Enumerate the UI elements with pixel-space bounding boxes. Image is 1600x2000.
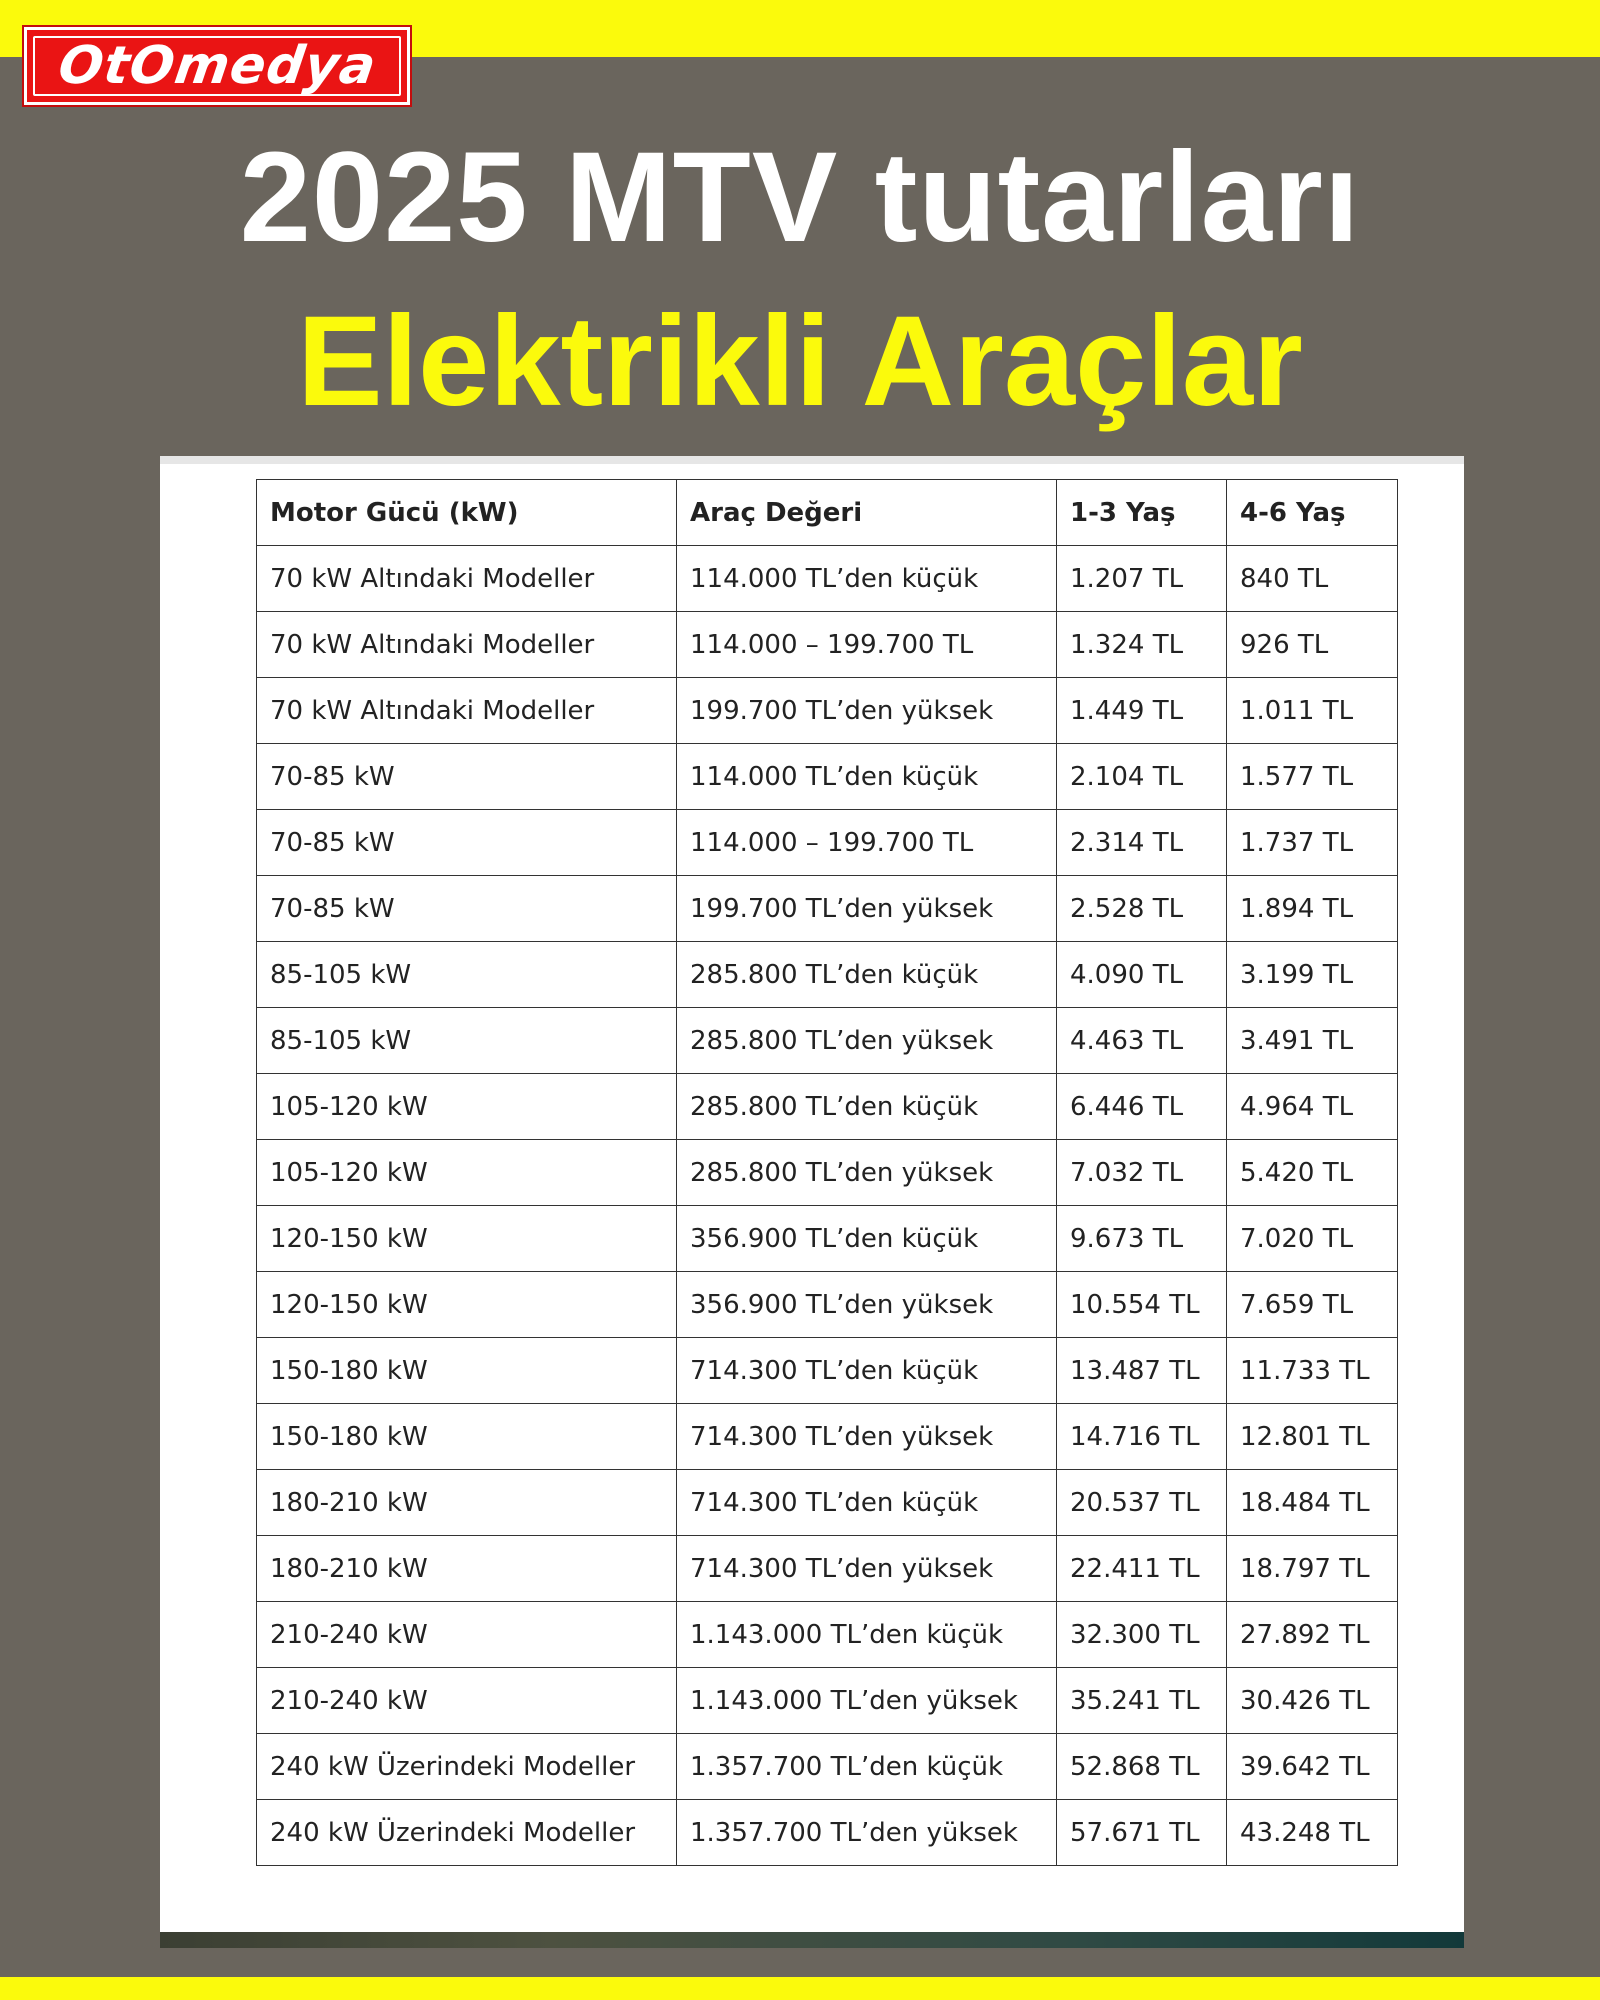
cell-4-6-yas: 39.642 TL <box>1227 1734 1398 1800</box>
cell-1-3-yas: 57.671 TL <box>1057 1800 1227 1866</box>
cell-arac-degeri: 285.800 TL’den küçük <box>677 942 1057 1008</box>
column-header-4-6-yas: 4-6 Yaş <box>1227 480 1398 546</box>
column-header-arac-degeri: Araç Değeri <box>677 480 1057 546</box>
cell-4-6-yas: 840 TL <box>1227 546 1398 612</box>
cell-motor-gucu: 85-105 kW <box>257 942 677 1008</box>
table-row <box>257 876 1398 942</box>
table-row <box>257 1008 1398 1074</box>
cell-1-3-yas: 1.207 TL <box>1057 546 1227 612</box>
cell-1-3-yas: 14.716 TL <box>1057 1404 1227 1470</box>
cell-motor-gucu: 150-180 kW <box>257 1338 677 1404</box>
cell-motor-gucu: 180-210 kW <box>257 1470 677 1536</box>
cell-1-3-yas: 52.868 TL <box>1057 1734 1227 1800</box>
cell-1-3-yas: 20.537 TL <box>1057 1470 1227 1536</box>
cell-motor-gucu: 70-85 kW <box>257 744 677 810</box>
column-header-1-3-yas: 1-3 Yaş <box>1057 480 1227 546</box>
cell-arac-degeri: 1.143.000 TL’den yüksek <box>677 1668 1057 1734</box>
table-row <box>257 1668 1398 1734</box>
panel-footer-strip <box>160 1932 1464 1948</box>
table-row <box>257 678 1398 744</box>
table-row <box>257 1536 1398 1602</box>
cell-motor-gucu: 150-180 kW <box>257 1404 677 1470</box>
cell-4-6-yas: 11.733 TL <box>1227 1338 1398 1404</box>
logo-text: OtOmedya <box>54 36 380 96</box>
cell-1-3-yas: 2.528 TL <box>1057 876 1227 942</box>
cell-arac-degeri: 356.900 TL’den yüksek <box>677 1272 1057 1338</box>
cell-4-6-yas: 1.011 TL <box>1227 678 1398 744</box>
table-row <box>257 810 1398 876</box>
cell-4-6-yas: 30.426 TL <box>1227 1668 1398 1734</box>
cell-arac-degeri: 714.300 TL’den küçük <box>677 1338 1057 1404</box>
cell-arac-degeri: 199.700 TL’den yüksek <box>677 876 1057 942</box>
page-title: 2025 MTV tutarları <box>239 126 1361 269</box>
cell-1-3-yas: 1.449 TL <box>1057 678 1227 744</box>
cell-4-6-yas: 3.491 TL <box>1227 1008 1398 1074</box>
cell-4-6-yas: 5.420 TL <box>1227 1140 1398 1206</box>
table-header-row <box>257 480 1398 546</box>
bottom-yellow-bar <box>0 1977 1600 2000</box>
table-row <box>257 744 1398 810</box>
cell-1-3-yas: 4.090 TL <box>1057 942 1227 1008</box>
cell-1-3-yas: 10.554 TL <box>1057 1272 1227 1338</box>
cell-1-3-yas: 22.411 TL <box>1057 1536 1227 1602</box>
table-row <box>257 1074 1398 1140</box>
cell-4-6-yas: 43.248 TL <box>1227 1800 1398 1866</box>
table-row <box>257 1206 1398 1272</box>
cell-arac-degeri: 285.800 TL’den yüksek <box>677 1140 1057 1206</box>
cell-1-3-yas: 4.463 TL <box>1057 1008 1227 1074</box>
cell-arac-degeri: 285.800 TL’den küçük <box>677 1074 1057 1140</box>
cell-arac-degeri: 714.300 TL’den yüksek <box>677 1404 1057 1470</box>
cell-arac-degeri: 114.000 – 199.700 TL <box>677 612 1057 678</box>
cell-4-6-yas: 1.737 TL <box>1227 810 1398 876</box>
cell-1-3-yas: 7.032 TL <box>1057 1140 1227 1206</box>
cell-1-3-yas: 2.104 TL <box>1057 744 1227 810</box>
cell-motor-gucu: 120-150 kW <box>257 1206 677 1272</box>
table-row <box>257 546 1398 612</box>
cell-arac-degeri: 285.800 TL’den yüksek <box>677 1008 1057 1074</box>
cell-arac-degeri: 114.000 – 199.700 TL <box>677 810 1057 876</box>
cell-arac-degeri: 1.357.700 TL’den küçük <box>677 1734 1057 1800</box>
cell-arac-degeri: 356.900 TL’den küçük <box>677 1206 1057 1272</box>
cell-arac-degeri: 714.300 TL’den yüksek <box>677 1536 1057 1602</box>
cell-motor-gucu: 240 kW Üzerindeki Modeller <box>257 1800 677 1866</box>
table-row <box>257 1140 1398 1206</box>
otomedya-logo <box>24 27 410 105</box>
mtv-table <box>256 479 1398 1866</box>
cell-1-3-yas: 9.673 TL <box>1057 1206 1227 1272</box>
cell-arac-degeri: 114.000 TL’den küçük <box>677 546 1057 612</box>
cell-motor-gucu: 70 kW Altındaki Modeller <box>257 678 677 744</box>
cell-4-6-yas: 1.894 TL <box>1227 876 1398 942</box>
table-row <box>257 1470 1398 1536</box>
cell-motor-gucu: 70 kW Altındaki Modeller <box>257 546 677 612</box>
cell-motor-gucu: 210-240 kW <box>257 1668 677 1734</box>
cell-motor-gucu: 105-120 kW <box>257 1140 677 1206</box>
cell-motor-gucu: 105-120 kW <box>257 1074 677 1140</box>
cell-4-6-yas: 18.797 TL <box>1227 1536 1398 1602</box>
cell-4-6-yas: 7.020 TL <box>1227 1206 1398 1272</box>
cell-motor-gucu: 180-210 kW <box>257 1536 677 1602</box>
cell-motor-gucu: 120-150 kW <box>257 1272 677 1338</box>
table-row <box>257 1602 1398 1668</box>
column-header-motor-gucu: Motor Gücü (kW) <box>257 480 677 546</box>
cell-4-6-yas: 4.964 TL <box>1227 1074 1398 1140</box>
cell-motor-gucu: 70-85 kW <box>257 810 677 876</box>
cell-motor-gucu: 70 kW Altındaki Modeller <box>257 612 677 678</box>
table-row <box>257 1338 1398 1404</box>
table-row <box>257 1734 1398 1800</box>
cell-4-6-yas: 1.577 TL <box>1227 744 1398 810</box>
cell-4-6-yas: 7.659 TL <box>1227 1272 1398 1338</box>
cell-arac-degeri: 114.000 TL’den küçük <box>677 744 1057 810</box>
cell-arac-degeri: 1.143.000 TL’den küçük <box>677 1602 1057 1668</box>
page-subtitle: Elektrikli Araçlar <box>297 290 1303 433</box>
cell-1-3-yas: 35.241 TL <box>1057 1668 1227 1734</box>
cell-motor-gucu: 70-85 kW <box>257 876 677 942</box>
cell-motor-gucu: 210-240 kW <box>257 1602 677 1668</box>
cell-motor-gucu: 240 kW Üzerindeki Modeller <box>257 1734 677 1800</box>
cell-arac-degeri: 714.300 TL’den küçük <box>677 1470 1057 1536</box>
table-row <box>257 1272 1398 1338</box>
table-row <box>257 1800 1398 1866</box>
cell-4-6-yas: 12.801 TL <box>1227 1404 1398 1470</box>
cell-4-6-yas: 926 TL <box>1227 612 1398 678</box>
cell-motor-gucu: 85-105 kW <box>257 1008 677 1074</box>
cell-1-3-yas: 2.314 TL <box>1057 810 1227 876</box>
cell-1-3-yas: 13.487 TL <box>1057 1338 1227 1404</box>
cell-1-3-yas: 6.446 TL <box>1057 1074 1227 1140</box>
table-row <box>257 942 1398 1008</box>
cell-4-6-yas: 3.199 TL <box>1227 942 1398 1008</box>
cell-1-3-yas: 1.324 TL <box>1057 612 1227 678</box>
cell-arac-degeri: 1.357.700 TL’den yüksek <box>677 1800 1057 1866</box>
cell-4-6-yas: 27.892 TL <box>1227 1602 1398 1668</box>
cell-arac-degeri: 199.700 TL’den yüksek <box>677 678 1057 744</box>
cell-4-6-yas: 18.484 TL <box>1227 1470 1398 1536</box>
table-row <box>257 1404 1398 1470</box>
cell-1-3-yas: 32.300 TL <box>1057 1602 1227 1668</box>
table-row <box>257 612 1398 678</box>
